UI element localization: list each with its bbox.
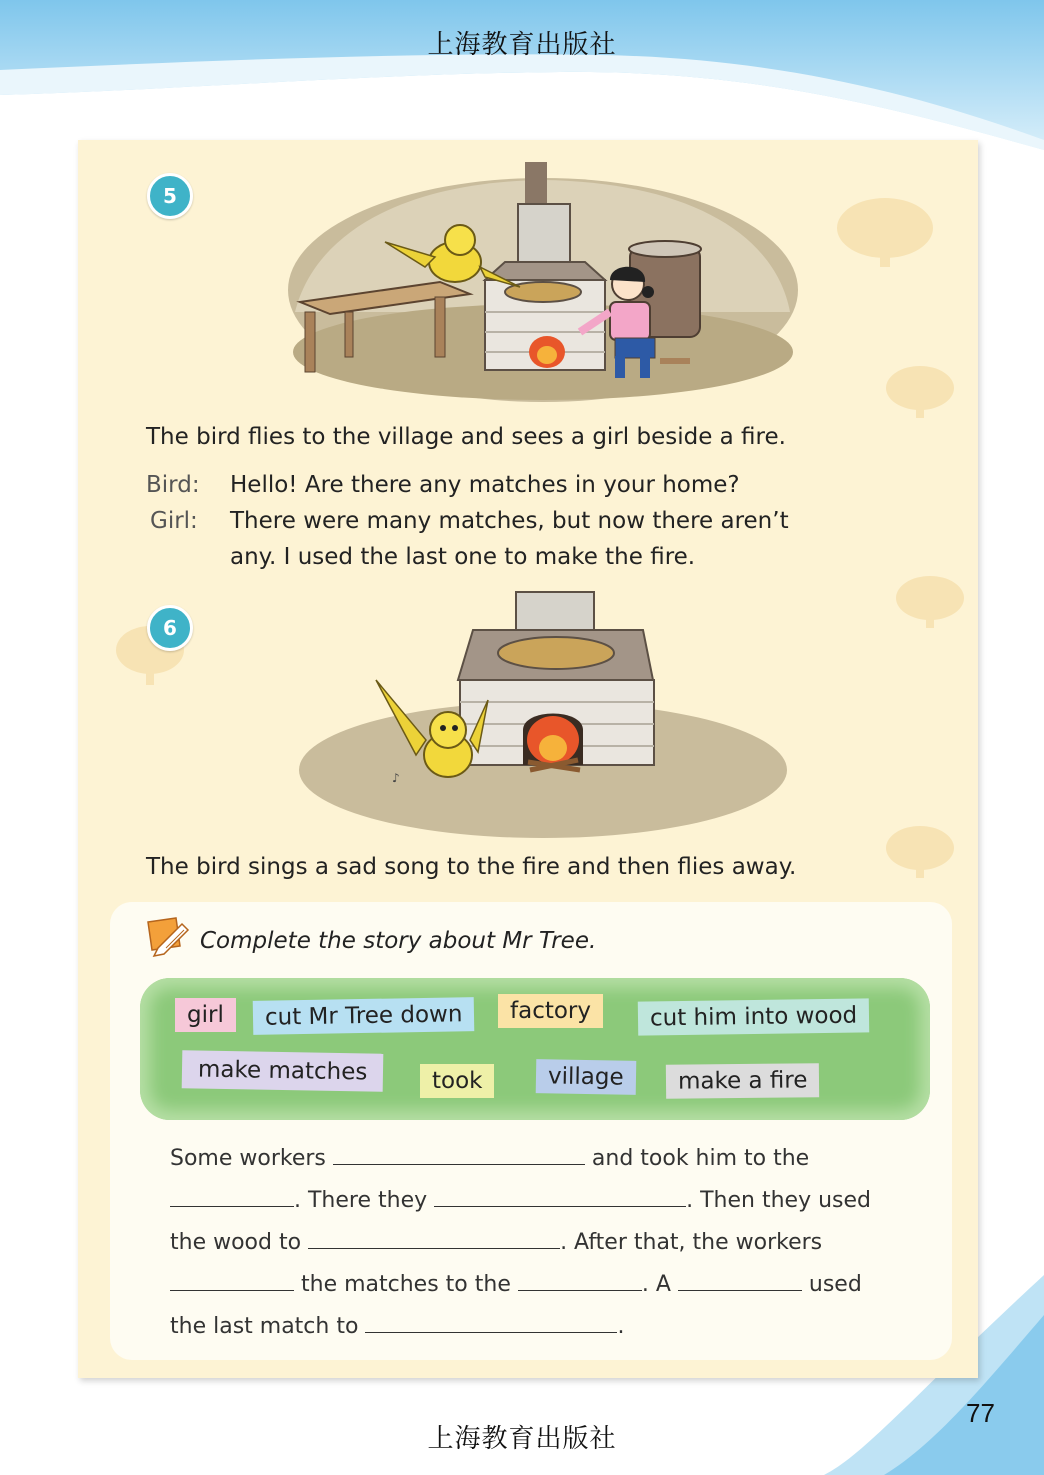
panel-5-narration: The bird flies to the village and sees a girl beside a fire. xyxy=(146,424,786,450)
word-chip-make-matches: make matches xyxy=(182,1050,384,1092)
publisher-header: 上海教育出版社 xyxy=(427,30,617,60)
answer-blank[interactable] xyxy=(518,1273,642,1291)
page-number: 77 xyxy=(966,1398,995,1428)
bird-by-fire-illustration xyxy=(298,590,788,840)
header-swoosh xyxy=(0,0,1044,150)
cloze-text: used xyxy=(808,1272,862,1297)
answer-blank[interactable] xyxy=(678,1273,802,1291)
cloze-text: the matches to the xyxy=(301,1272,511,1297)
tree-decoration-icon xyxy=(880,820,960,880)
cloze-line-3 xyxy=(170,1230,822,1255)
cloze-text: the last match to xyxy=(170,1314,359,1339)
word-chip-village: village xyxy=(536,1059,636,1095)
cloze-text: . There they xyxy=(294,1188,428,1213)
tree-decoration-icon xyxy=(830,190,940,270)
step-5-badge: 5 xyxy=(147,173,193,219)
tree-decoration-icon xyxy=(880,360,960,420)
speaker-girl-label: Girl: xyxy=(150,508,198,534)
word-chip-factory: factory xyxy=(498,994,603,1028)
answer-blank[interactable] xyxy=(434,1189,686,1207)
cloze-text: the wood to xyxy=(170,1230,302,1255)
answer-blank[interactable] xyxy=(333,1147,585,1165)
step-6-badge: 6 xyxy=(147,605,193,651)
cloze-line-4 xyxy=(170,1272,862,1297)
word-chip-make-a-fire: make a fire xyxy=(666,1063,820,1099)
pencil-icon xyxy=(146,916,192,960)
bird-dialogue-line: Hello! Are there any matches in your home? xyxy=(230,472,740,498)
cloze-line-1 xyxy=(170,1146,809,1171)
answer-blank[interactable] xyxy=(365,1315,617,1333)
panel-6-narration: The bird sings a sad song to the fire and then flies away. xyxy=(146,854,797,880)
cloze-line-5 xyxy=(170,1314,624,1339)
answer-blank[interactable] xyxy=(170,1273,294,1291)
cloze-text: Some workers xyxy=(170,1146,326,1171)
cloze-text: . Then they used xyxy=(686,1188,871,1213)
exercise-instruction: Complete the story about Mr Tree. xyxy=(200,928,597,954)
girl-dialogue-line-2: any. I used the last one to make the fire. xyxy=(230,544,696,570)
cloze-text: and took him to the xyxy=(591,1146,810,1171)
word-chip-girl: girl xyxy=(175,998,236,1032)
word-chip-took: took xyxy=(420,1064,494,1098)
cloze-text: . A xyxy=(641,1272,671,1297)
cloze-text: . xyxy=(617,1314,625,1339)
word-chip-cut-him-into-wood: cut him into wood xyxy=(638,998,870,1035)
speaker-bird-label: Bird: xyxy=(146,472,200,498)
publisher-footer: 上海教育出版社 xyxy=(427,1424,617,1454)
cloze-text: . After that, the workers xyxy=(560,1230,823,1255)
girl-by-stove-illustration xyxy=(285,162,800,402)
tree-decoration-icon xyxy=(890,570,970,630)
svg-text:♪: ♪ xyxy=(392,771,400,785)
answer-blank[interactable] xyxy=(308,1231,560,1249)
word-chip-cut-mr-tree-down: cut Mr Tree down xyxy=(253,997,475,1035)
cloze-line-2 xyxy=(170,1188,871,1213)
answer-blank[interactable] xyxy=(170,1189,294,1207)
girl-dialogue-line-1: There were many matches, but now there aren’t xyxy=(230,508,789,534)
